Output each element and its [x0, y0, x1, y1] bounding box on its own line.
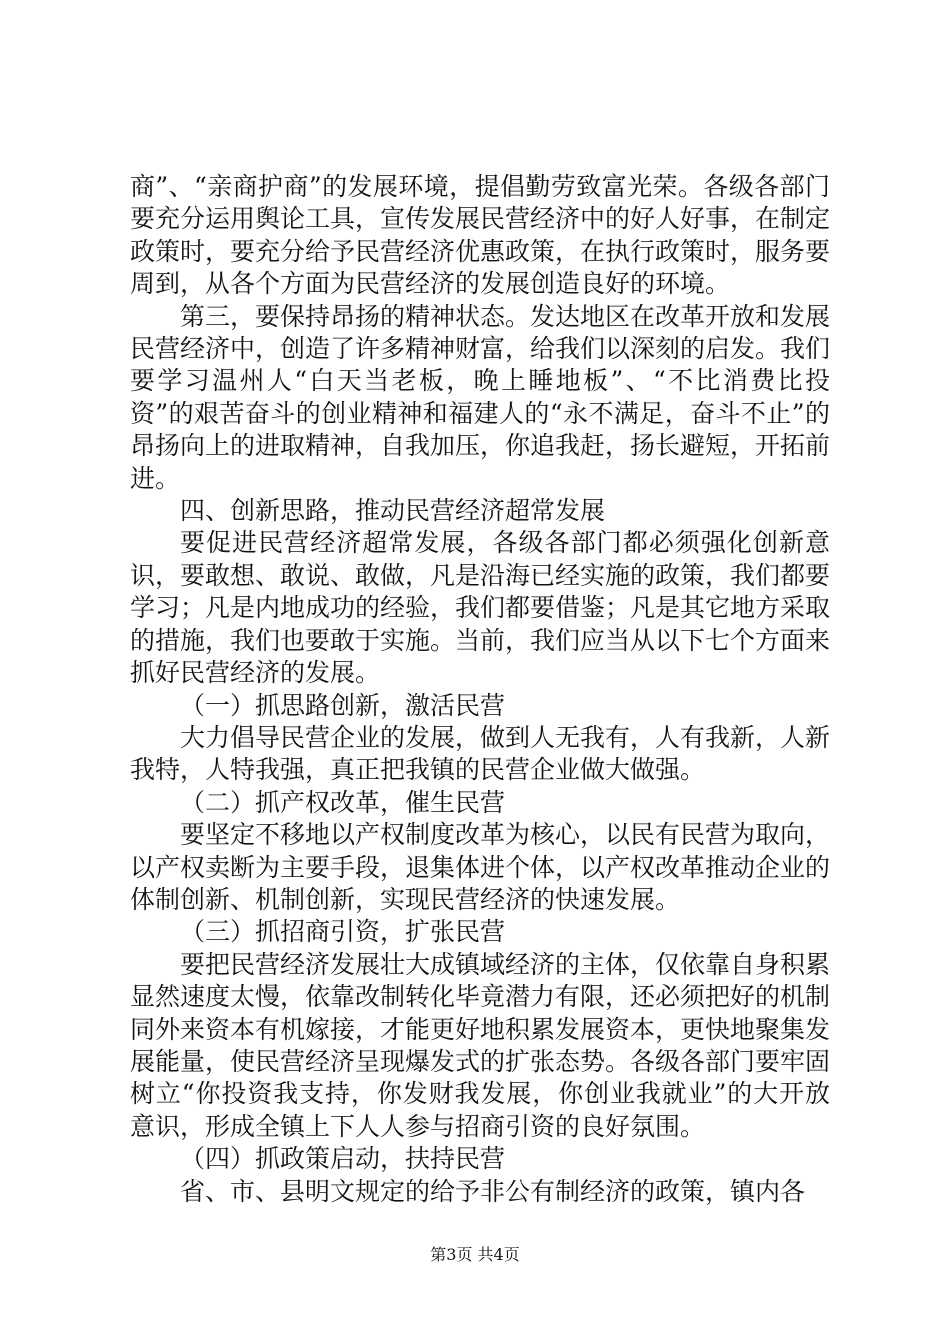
paragraph-4: 大力倡导民营企业的发展，做到人无我有，人有我新，人新我特，人特我强，真正把我镇的民营企业做大做强。: [130, 722, 831, 785]
paragraph-7: 省、市、县明文规定的给予非公有制经济的政策，镇内各: [180, 1176, 806, 1206]
subheading-2: （二）抓产权改革，催生民营: [180, 787, 506, 817]
subheading-4: （四）抓政策启动，扶持民营: [180, 1144, 506, 1174]
section-heading-4: 四、创新思路，推动民营经济超常发展: [180, 496, 606, 526]
paragraph-5: 要坚定不移地以产权制度改革为核心，以民有民营为取向，以产权卖断为主要手段，退集体进个体，以产权改革推动企业的体制创新、机制创新，实现民营经济的快速发展。: [130, 820, 831, 914]
paragraph-2: 第三，要保持昂扬的精神状态。发达地区在改革开放和发展民营经济中，创造了许多精神财富，给我们以深刻的启发。我们要学习温州人“白天当老板，晚上睡地板”、“不比消费比投资”的艰苦奋斗的创业精神和福建人的“永不满足，奋斗不止”的昂扬向上的进取精神，自我加压，你追我赶，扬长避短，开拓前进。: [130, 301, 831, 493]
page-number-footer: 第3页 共4页: [430, 1245, 520, 1264]
subheading-3: （三）抓招商引资，扩张民营: [180, 917, 506, 947]
paragraph-3: 要促进民营经济超常发展，各级各部门都必须强化创新意识，要敢想、敢说、敢做，凡是沿海已经实施的政策，我们都要学习；凡是内地成功的经验，我们都要借鉴；凡是其它地方采取的措施，我们也要敢于实施。当前，我们应当从以下七个方面来抓好民营经济的发展。: [130, 528, 831, 688]
paragraph-6: 要把民营经济发展壮大成镇域经济的主体，仅依靠自身积累显然速度太慢，依靠改制转化毕竟潜力有限，还必须把好的机制同外来资本有机嫁接，才能更好地积累发展资本，更快地聚集发展能量，使民营经济呈现爆发式的扩张态势。各级各部门要牢固树立“你投资我支持，你发财我发展，你创业我就业”的大开放意识，形成全镇上下人人参与招商引资的良好氛围。: [130, 949, 831, 1141]
document-body: [130, 171, 830, 1208]
paragraph-1: 商”、“亲商护商”的发展环境，提倡勤劳致富光荣。各级各部门要充分运用舆论工具，宣传发展民营经济中的好人好事，在制定政策时，要充分给予民营经济优惠政策，在执行政策时，服务要周到，从各个方面为民营经济的发展创造良好的环境。: [130, 172, 831, 299]
subheading-1: （一）抓思路创新，激活民营: [180, 690, 506, 720]
